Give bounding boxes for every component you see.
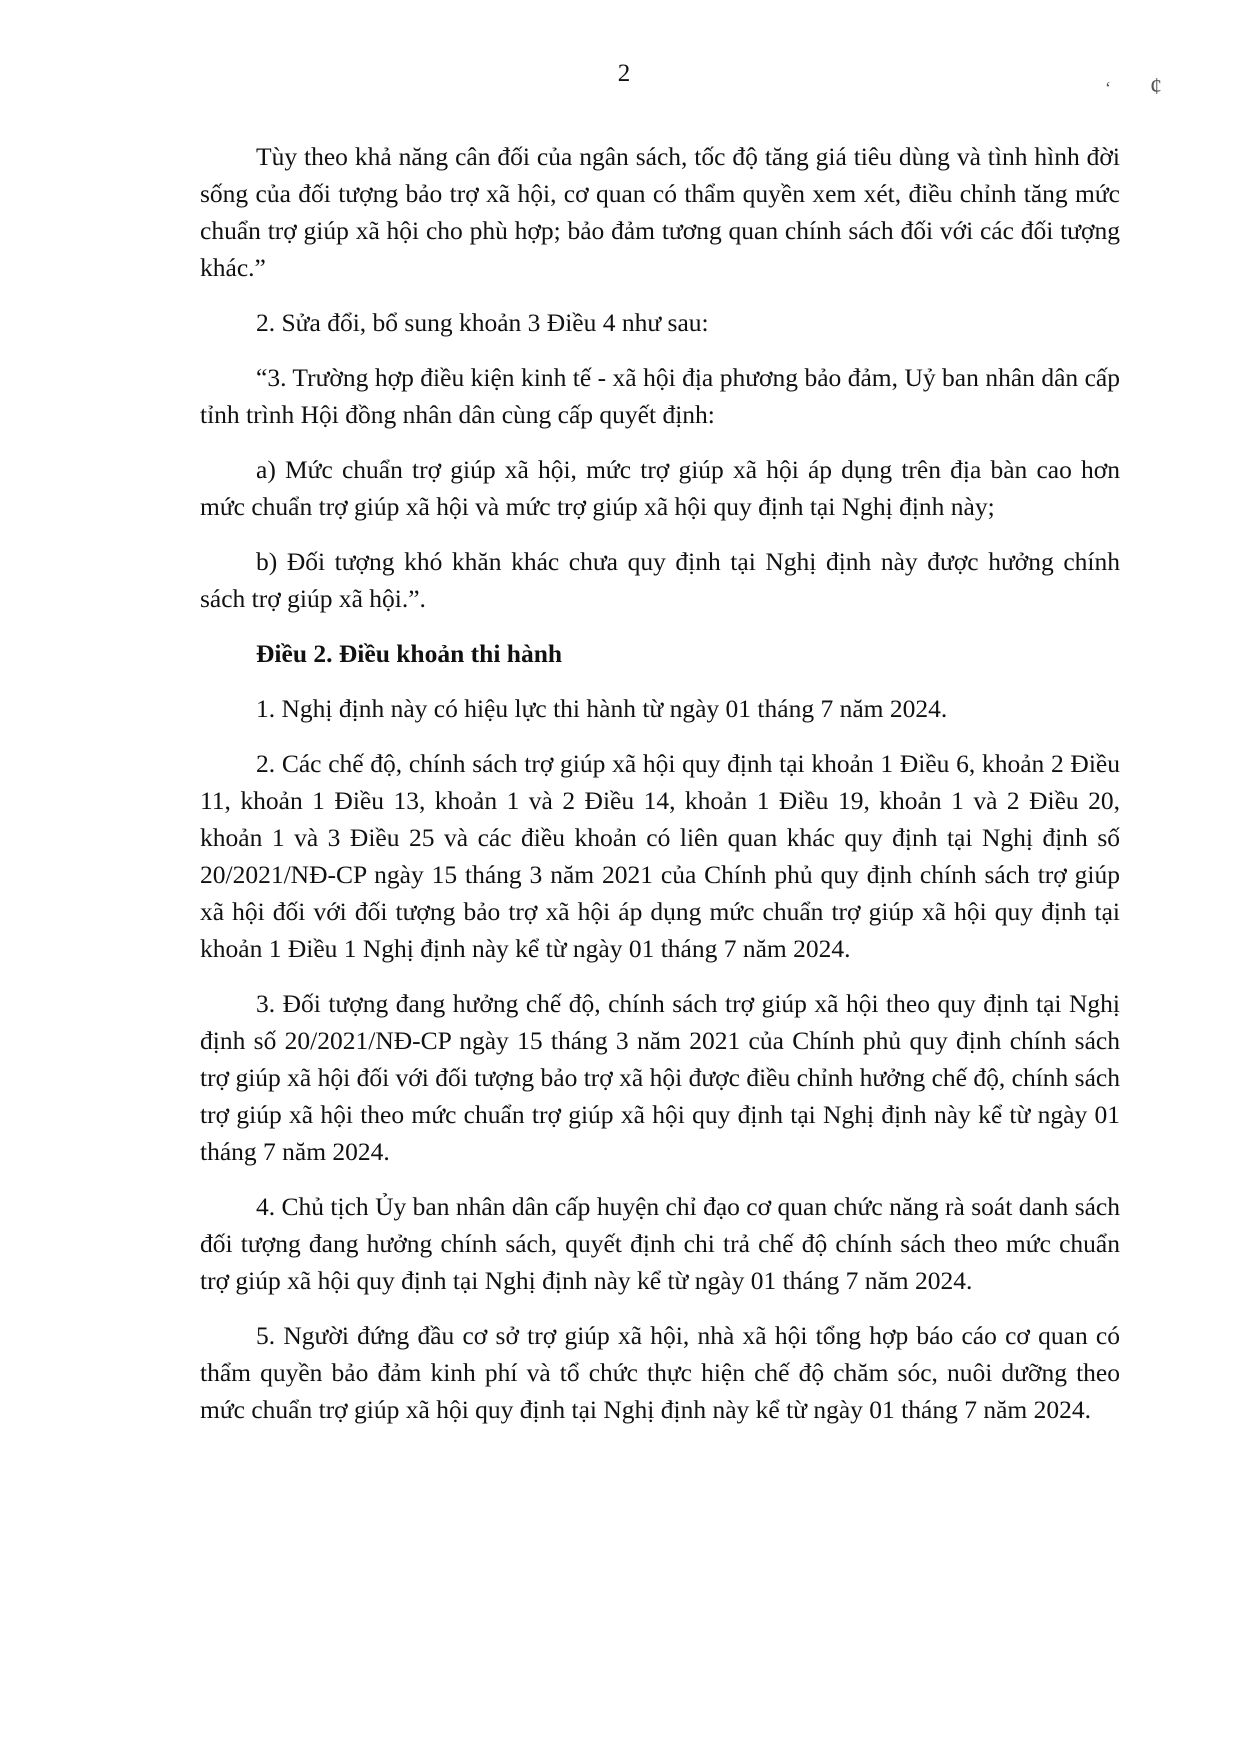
clause: 2. Các chế độ, chính sách trợ giúp xã hội quy định tại khoản 1 Điều 6, khoản 2 Điều 11, khoản 1 Điều 13, khoản 1 và 2 Điều 14, khoản 1 Điều 19, khoản 1 và 2 Điều 20, khoản 1 và 3 Điều 25 và các điều khoản có liên quan khác quy định tại Nghị định số 20/2021/NĐ-CP ngày 15 tháng 3 năm 2021 của Chính phủ quy định chính sách trợ giúp xã hội đối với đối tượng bảo trợ xã hội áp dụng mức chuẩn trợ giúp xã hội quy định tại khoản 1 Điều 1 Nghị định này kể từ ngày 01 tháng 7 năm 2024. xyxy=(200,749,1120,963)
clause: 1. Nghị định này có hiệu lực thi hành từ ngày 01 tháng 7 năm 2024. xyxy=(256,694,948,723)
document-body xyxy=(200,138,1120,1446)
article-heading: Điều 2. Điều khoản thi hành xyxy=(256,639,563,668)
scan-mark: ¢ xyxy=(1150,74,1162,100)
paragraph: a) Mức chuẩn trợ giúp xã hội, mức trợ giúp xã hội áp dụng trên địa bàn cao hơn mức chuẩn trợ giúp xã hội và mức trợ giúp xã hội quy định tại Nghị định này; xyxy=(200,455,1120,521)
clause: 3. Đối tượng đang hưởng chế độ, chính sách trợ giúp xã hội theo quy định tại Nghị định số 20/2021/NĐ-CP ngày 15 tháng 3 năm 2021 của Chính phủ quy định chính sách trợ giúp xã hội đối với đối tượng bảo trợ xã hội được điều chỉnh hưởng chế độ, chính sách trợ giúp xã hội theo mức chuẩn trợ giúp xã hội quy định tại Nghị định này kể từ ngày 01 tháng 7 năm 2024. xyxy=(200,989,1120,1166)
paragraph: b) Đối tượng khó khăn khác chưa quy định tại Nghị định này được hưởng chính sách trợ giúp xã hội.”. xyxy=(200,547,1120,613)
clause: 4. Chủ tịch Ủy ban nhân dân cấp huyện chỉ đạo cơ quan chức năng rà soát danh sách đối tượng đang hưởng chính sách, quyết định chi trả chế độ chính sách theo mức chuẩn trợ giúp xã hội quy định tại Nghị định này kể từ ngày 01 tháng 7 năm 2024. xyxy=(200,1192,1120,1295)
paragraph: Tùy theo khả năng cân đối của ngân sách, tốc độ tăng giá tiêu dùng và tình hình đời sống của đối tượng bảo trợ xã hội, cơ quan có thẩm quyền xem xét, điều chỉnh tăng mức chuẩn trợ giúp xã hội cho phù hợp; bảo đảm tương quan chính sách đối với các đối tượng khác.” xyxy=(200,142,1120,282)
paragraph: 2. Sửa đổi, bổ sung khoản 3 Điều 4 như sau: xyxy=(256,308,709,337)
clause: 5. Người đứng đầu cơ sở trợ giúp xã hội, nhà xã hội tổng hợp báo cáo cơ quan có thẩm quyền bảo đảm kinh phí và tổ chức thực hiện chế độ chăm sóc, nuôi dưỡng theo mức chuẩn trợ giúp xã hội quy định tại Nghị định này kể từ ngày 01 tháng 7 năm 2024. xyxy=(200,1321,1120,1424)
scan-mark: ‘ xyxy=(1105,78,1111,98)
paragraph: “3. Trường hợp điều kiện kinh tế - xã hội địa phương bảo đảm, Uỷ ban nhân dân cấp tỉnh trình Hội đồng nhân dân cùng cấp quyết định: xyxy=(200,363,1120,429)
page-number: 2 xyxy=(617,60,631,87)
